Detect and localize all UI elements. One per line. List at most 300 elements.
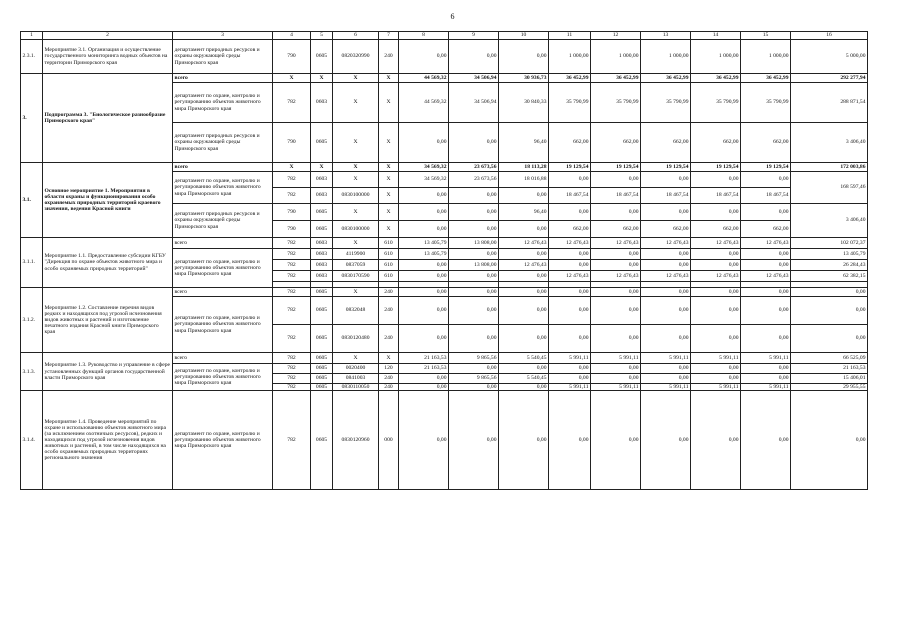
table-cell: 782 bbox=[273, 288, 311, 297]
table-cell: 3.1.3. bbox=[21, 353, 43, 391]
table-cell: X bbox=[379, 353, 399, 364]
column-header: 11 bbox=[549, 32, 591, 40]
table-cell: Мероприятие 1.2. Составление перечня видов редких и находящихся под угрозой исчезновения видов животных и растений и изготовление печатного издания Красной книги Приморского края bbox=[43, 288, 173, 353]
table-cell: 0,00 bbox=[591, 391, 641, 490]
table-cell: 0603 bbox=[311, 238, 333, 249]
table-cell: всего bbox=[173, 353, 273, 364]
table-cell: 9 865,56 bbox=[449, 353, 499, 364]
table-cell: 13 808,00 bbox=[449, 260, 499, 271]
table-cell: 0,00 bbox=[399, 260, 449, 271]
column-header: 8 bbox=[399, 32, 449, 40]
table-cell: 782 bbox=[273, 374, 311, 384]
table-cell: X bbox=[333, 353, 379, 364]
column-header: 7 bbox=[379, 32, 399, 40]
table-cell: 0605 bbox=[311, 221, 333, 238]
table-cell: всего bbox=[173, 238, 273, 249]
table-cell: департамент природных ресурсов и охраны окружающей среды Приморского края bbox=[173, 40, 273, 74]
table-cell: 0,00 bbox=[549, 325, 591, 353]
table-cell: 0,00 bbox=[691, 297, 741, 325]
table-cell: 0,00 bbox=[399, 288, 449, 297]
header-row bbox=[21, 32, 868, 40]
table-cell: 782 bbox=[273, 353, 311, 364]
table-cell: 662,00 bbox=[641, 221, 691, 238]
table-cell: департамент по охране, контролю и регулированию объектов животного мира Приморского края bbox=[173, 297, 273, 353]
column-header: 16 bbox=[791, 32, 868, 40]
table-cell: 5 991,11 bbox=[691, 384, 741, 391]
table-cell: 0,00 bbox=[741, 391, 791, 490]
table-cell: 5 991,11 bbox=[641, 353, 691, 364]
table-cell: 0,00 bbox=[499, 40, 549, 74]
table-cell: 0,00 bbox=[691, 325, 741, 353]
table-cell: 36 452,99 bbox=[641, 74, 691, 83]
table-row bbox=[21, 40, 868, 74]
table-cell: 0830120480 bbox=[333, 325, 379, 353]
table-cell: 21 163,53 bbox=[791, 364, 868, 374]
table-cell: 0605 bbox=[311, 204, 333, 221]
table-cell: Мероприятие 1.1. Предоставление субсидии КГБУ "Дирекция по охране объектов животного мира и особо охраняемых природных территорий" bbox=[43, 238, 173, 288]
table-cell: 0,00 bbox=[499, 384, 549, 391]
table-cell: 23 673,56 bbox=[449, 163, 499, 172]
table-cell: 0,00 bbox=[741, 364, 791, 374]
table-cell: 30 936,73 bbox=[499, 74, 549, 83]
table-cell: 3.1. bbox=[21, 163, 43, 238]
table-cell: 36 452,99 bbox=[591, 74, 641, 83]
table-cell: 610 bbox=[379, 249, 399, 260]
table-cell: 34 569,32 bbox=[399, 163, 449, 172]
table-cell: 292 277,94 bbox=[791, 74, 868, 83]
table-cell: X bbox=[379, 83, 399, 123]
table-row bbox=[21, 238, 868, 249]
table-cell: 0841003 bbox=[333, 374, 379, 384]
table-cell: 3.1.4. bbox=[21, 391, 43, 490]
table-cell: 288 871,54 bbox=[791, 83, 868, 123]
table-cell: 610 bbox=[379, 238, 399, 249]
table-cell: 0,00 bbox=[549, 288, 591, 297]
table-cell: 0605 bbox=[311, 391, 333, 490]
table-cell: 1 000,00 bbox=[691, 40, 741, 74]
table-cell: X bbox=[379, 123, 399, 163]
table-cell: департамент по охране, контролю и регулированию объектов животного мира Приморского края bbox=[173, 364, 273, 391]
table-cell: 120 bbox=[379, 364, 399, 374]
table-cell: департамент природных ресурсов и охраны окружающей среды Приморского края bbox=[173, 123, 273, 163]
table-cell: 36 452,99 bbox=[691, 74, 741, 83]
table-cell: 21 163,53 bbox=[399, 364, 449, 374]
table-cell: 0603 bbox=[311, 260, 333, 271]
table-cell: 0,00 bbox=[741, 297, 791, 325]
table-cell: 0830100000 bbox=[333, 221, 379, 238]
table-cell: 0,00 bbox=[499, 249, 549, 260]
table-cell: 0,00 bbox=[641, 325, 691, 353]
table-cell: 0603 bbox=[311, 83, 333, 123]
table-cell: 0,00 bbox=[791, 325, 868, 353]
column-header: 13 bbox=[641, 32, 691, 40]
table-cell: 18 016,88 bbox=[499, 172, 549, 188]
table-cell: 0,00 bbox=[549, 374, 591, 384]
table-cell: 0,00 bbox=[399, 188, 449, 204]
table-cell: 0,00 bbox=[399, 325, 449, 353]
table-cell: 0,00 bbox=[549, 391, 591, 490]
table-cell: X bbox=[379, 221, 399, 238]
table-cell: 0,00 bbox=[591, 364, 641, 374]
table-cell: 5 540,45 bbox=[499, 353, 549, 364]
table-cell: 168 597,46 bbox=[791, 172, 868, 204]
table-cell: 5 991,11 bbox=[549, 384, 591, 391]
table-cell: 1 000,00 bbox=[549, 40, 591, 74]
table-cell: Основное мероприятие 1. Мероприятия в области охраны и функционирования особо охраняемых природных территорий краевого значения, ведения Красной книги bbox=[43, 163, 173, 238]
table-cell: 0603 bbox=[311, 249, 333, 260]
table-cell: 0,00 bbox=[449, 249, 499, 260]
table-cell: 0,00 bbox=[399, 271, 449, 282]
table-cell: 26 284,43 bbox=[791, 260, 868, 271]
table-cell: 35 790,99 bbox=[741, 83, 791, 123]
table-cell: департамент природных ресурсов и охраны окружающей среды Приморского края bbox=[173, 204, 273, 238]
table-cell: 44 569,32 bbox=[399, 83, 449, 123]
table-cell: 0,00 bbox=[449, 391, 499, 490]
table-cell: департамент по охране, контролю и регулированию объектов животного мира Приморского края bbox=[173, 83, 273, 123]
table-cell: 36 452,99 bbox=[549, 74, 591, 83]
table-cell: 12 476,43 bbox=[641, 271, 691, 282]
table-cell: 0,00 bbox=[591, 172, 641, 188]
table-cell: 21 163,53 bbox=[399, 353, 449, 364]
table-cell: 5 991,11 bbox=[591, 353, 641, 364]
table-cell: 0,00 bbox=[741, 249, 791, 260]
table-cell: 172 003,86 bbox=[791, 163, 868, 172]
table-cell: 34 506,94 bbox=[449, 83, 499, 123]
table-cell: 0605 bbox=[311, 364, 333, 374]
table-cell: 0830100000 bbox=[333, 188, 379, 204]
table-cell: 12 476,43 bbox=[499, 260, 549, 271]
table-cell: 0603 bbox=[311, 172, 333, 188]
table-cell: X bbox=[273, 163, 311, 172]
table-cell: 5 991,11 bbox=[549, 353, 591, 364]
budget-table bbox=[20, 31, 868, 490]
table-cell: 23 673,56 bbox=[449, 172, 499, 188]
table-cell: 0020400 bbox=[333, 364, 379, 374]
table-cell: 18 467,54 bbox=[591, 188, 641, 204]
table-cell: 240 bbox=[379, 325, 399, 353]
table-cell: 2.3.1. bbox=[21, 40, 43, 74]
column-header: 3 bbox=[173, 32, 273, 40]
table-cell: 0,00 bbox=[591, 288, 641, 297]
table-cell: 35 790,99 bbox=[641, 83, 691, 123]
table-cell: 0605 bbox=[311, 353, 333, 364]
table-cell: 12 476,43 bbox=[691, 271, 741, 282]
table-cell: 782 bbox=[273, 325, 311, 353]
table-cell: 5 991,11 bbox=[591, 384, 641, 391]
table-cell: 0,00 bbox=[641, 374, 691, 384]
column-header: 6 bbox=[333, 32, 379, 40]
table-cell: 12 476,43 bbox=[591, 271, 641, 282]
table-cell: 0832048 bbox=[333, 297, 379, 325]
table-cell: 0,00 bbox=[741, 288, 791, 297]
table-cell: 0,00 bbox=[691, 260, 741, 271]
table-cell: X bbox=[333, 172, 379, 188]
table-cell: 18 467,54 bbox=[691, 188, 741, 204]
table-cell: X bbox=[333, 83, 379, 123]
table-cell: 66 525,09 bbox=[791, 353, 868, 364]
table-cell: 5 991,11 bbox=[691, 353, 741, 364]
table-cell: X bbox=[311, 74, 333, 83]
table-cell: 0,00 bbox=[499, 391, 549, 490]
table-cell: 0,00 bbox=[791, 288, 868, 297]
table-cell: 18 113,28 bbox=[499, 163, 549, 172]
table-cell: 0,00 bbox=[641, 391, 691, 490]
table-row bbox=[21, 353, 868, 364]
table-cell: 0,00 bbox=[499, 297, 549, 325]
table-cell: 0603 bbox=[311, 271, 333, 282]
table-cell: 0,00 bbox=[449, 221, 499, 238]
table-cell: 790 bbox=[273, 221, 311, 238]
table-cell: 19 129,54 bbox=[549, 163, 591, 172]
table-cell: всего bbox=[173, 163, 273, 172]
table-cell: 0,00 bbox=[691, 391, 741, 490]
table-cell: 5 991,11 bbox=[641, 384, 691, 391]
column-header: 9 bbox=[449, 32, 499, 40]
table-cell: 662,00 bbox=[691, 221, 741, 238]
table-cell: 0,00 bbox=[399, 297, 449, 325]
table-cell: 0,00 bbox=[741, 172, 791, 188]
table-row bbox=[21, 163, 868, 172]
table-cell: 96,40 bbox=[499, 204, 549, 221]
table-cell: 35 790,99 bbox=[549, 83, 591, 123]
table-cell: 12 476,43 bbox=[741, 238, 791, 249]
table-cell: 0605 bbox=[311, 288, 333, 297]
table-cell: 19 129,54 bbox=[641, 163, 691, 172]
table-cell: 29 955,55 bbox=[791, 384, 868, 391]
table-cell: 0837059 bbox=[333, 260, 379, 271]
table-cell: 5 540,45 bbox=[499, 374, 549, 384]
table-cell: Мероприятие 1.3. Руководство и управление в сфере установленных функций органов государственной власти Приморского края bbox=[43, 353, 173, 391]
table-cell: 0,00 bbox=[591, 374, 641, 384]
table-cell: 0,00 bbox=[449, 271, 499, 282]
table-cell: 0605 bbox=[311, 123, 333, 163]
table-cell: 0,00 bbox=[499, 221, 549, 238]
table-cell: 782 bbox=[273, 188, 311, 204]
table-cell: 782 bbox=[273, 172, 311, 188]
table-cell: 36 452,99 bbox=[741, 74, 791, 83]
table-cell: 782 bbox=[273, 364, 311, 374]
table-cell: 12 476,43 bbox=[549, 271, 591, 282]
table-cell: 0,00 bbox=[691, 364, 741, 374]
table-cell: 662,00 bbox=[741, 123, 791, 163]
table-cell: 0,00 bbox=[691, 172, 741, 188]
column-header: 10 bbox=[499, 32, 549, 40]
table-cell: 3. bbox=[21, 74, 43, 163]
table-cell: X bbox=[333, 163, 379, 172]
table-cell: 0,00 bbox=[449, 325, 499, 353]
table-cell: 19 129,54 bbox=[591, 163, 641, 172]
table-body bbox=[21, 32, 868, 490]
table-cell: 34 506,94 bbox=[449, 74, 499, 83]
table-cell: всего bbox=[173, 288, 273, 297]
table-cell: 0,00 bbox=[549, 172, 591, 188]
table-cell: 790 bbox=[273, 204, 311, 221]
table-cell: X bbox=[379, 172, 399, 188]
table-cell: 0,00 bbox=[449, 188, 499, 204]
table-cell: X bbox=[379, 204, 399, 221]
table-cell: 790 bbox=[273, 123, 311, 163]
table-cell: 13 808,00 bbox=[449, 238, 499, 249]
table-cell: 0605 bbox=[311, 40, 333, 74]
table-cell: 1 000,00 bbox=[741, 40, 791, 74]
table-cell: Подпрограмма 3. "Биологическое разнообразие Приморского края" bbox=[43, 74, 173, 163]
table-cell: 96,40 bbox=[499, 123, 549, 163]
table-cell: X bbox=[379, 163, 399, 172]
table-cell: 782 bbox=[273, 249, 311, 260]
table-cell: 0,00 bbox=[591, 249, 641, 260]
table-cell: 0,00 bbox=[449, 40, 499, 74]
table-cell: 0,00 bbox=[449, 288, 499, 297]
table-cell: 3 406,40 bbox=[791, 204, 868, 238]
table-cell: 0,00 bbox=[449, 204, 499, 221]
table-cell: 782 bbox=[273, 260, 311, 271]
table-cell: 0,00 bbox=[741, 204, 791, 221]
table-cell: 782 bbox=[273, 384, 311, 391]
table-cell: 0,00 bbox=[549, 260, 591, 271]
table-cell: X bbox=[379, 188, 399, 204]
table-cell: 0,00 bbox=[641, 260, 691, 271]
table-cell: 18 467,54 bbox=[741, 188, 791, 204]
table-cell: 18 467,54 bbox=[641, 188, 691, 204]
page-number: 6 bbox=[450, 12, 455, 21]
table-cell: 19 129,54 bbox=[741, 163, 791, 172]
table-cell: 0,00 bbox=[499, 288, 549, 297]
table-cell: 0,00 bbox=[791, 391, 868, 490]
table-cell: 662,00 bbox=[641, 123, 691, 163]
table-cell: 3.1.2. bbox=[21, 288, 43, 353]
table-cell: 0603 bbox=[311, 188, 333, 204]
table-cell: 0605 bbox=[311, 374, 333, 384]
table-cell: 5 991,11 bbox=[741, 353, 791, 364]
column-header: 1 bbox=[21, 32, 43, 40]
table-cell: 1 000,00 bbox=[641, 40, 691, 74]
table-cell: 0,00 bbox=[691, 374, 741, 384]
table-cell: 0,00 bbox=[791, 297, 868, 325]
table-cell: 0,00 bbox=[399, 221, 449, 238]
table-cell: 19 129,54 bbox=[691, 163, 741, 172]
table-cell: 0,00 bbox=[399, 204, 449, 221]
table-cell: 0,00 bbox=[399, 384, 449, 391]
table-cell: 0,00 bbox=[641, 297, 691, 325]
table-cell: X bbox=[311, 163, 333, 172]
table-cell: 3 406,40 bbox=[791, 123, 868, 163]
table-cell: 13 405,79 bbox=[399, 238, 449, 249]
table-cell: X bbox=[379, 74, 399, 83]
table-cell: 62 382,15 bbox=[791, 271, 868, 282]
table-cell: 0,00 bbox=[399, 374, 449, 384]
table-cell: 0,00 bbox=[691, 288, 741, 297]
table-cell: 0,00 bbox=[499, 271, 549, 282]
table-cell: X bbox=[273, 74, 311, 83]
table-cell: 9 865,56 bbox=[449, 374, 499, 384]
table-cell: 0,00 bbox=[549, 297, 591, 325]
column-header: 14 bbox=[691, 32, 741, 40]
table-cell: 240 bbox=[379, 40, 399, 74]
table-cell: 0,00 bbox=[449, 364, 499, 374]
table-cell: 12 476,43 bbox=[549, 238, 591, 249]
table-cell: 0,00 bbox=[499, 364, 549, 374]
column-header: 4 bbox=[273, 32, 311, 40]
table-cell: 240 bbox=[379, 374, 399, 384]
table-cell: 0605 bbox=[311, 325, 333, 353]
table-cell: 35 790,99 bbox=[591, 83, 641, 123]
table-cell: 240 bbox=[379, 384, 399, 391]
table-cell: 0,00 bbox=[691, 204, 741, 221]
table-cell: 12 476,43 bbox=[591, 238, 641, 249]
table-cell: 0,00 bbox=[449, 384, 499, 391]
table-cell: 12 476,43 bbox=[741, 271, 791, 282]
table-cell: 12 476,43 bbox=[499, 238, 549, 249]
table-cell: Мероприятие 1.4. Проведение мероприятий по охране и использованию объектов животного мира (за исключением охотничьих ресурсов), редких и находящихся под угрозой исчезновения видов животных и растений, в том числе находящихся на особо охраняемых природных территориях регионального значения bbox=[43, 391, 173, 490]
table-cell: X bbox=[333, 74, 379, 83]
table-cell: 610 bbox=[379, 260, 399, 271]
table-cell: 0,00 bbox=[591, 260, 641, 271]
column-header: 12 bbox=[591, 32, 641, 40]
table-cell: 44 569,32 bbox=[399, 74, 449, 83]
table-cell: 782 bbox=[273, 271, 311, 282]
table-row bbox=[21, 288, 868, 297]
table-cell: 0,00 bbox=[741, 260, 791, 271]
column-header: 2 bbox=[43, 32, 173, 40]
table-cell: 0,00 bbox=[499, 325, 549, 353]
table-cell: 0,00 bbox=[641, 364, 691, 374]
table-cell: 662,00 bbox=[549, 123, 591, 163]
table-cell: X bbox=[333, 238, 379, 249]
table-cell: всего bbox=[173, 74, 273, 83]
table-cell: 13 405,79 bbox=[791, 249, 868, 260]
column-header: 5 bbox=[311, 32, 333, 40]
table-cell: 0,00 bbox=[591, 297, 641, 325]
table-cell: 0,00 bbox=[549, 249, 591, 260]
table-cell: 0,00 bbox=[399, 391, 449, 490]
table-cell: 662,00 bbox=[549, 221, 591, 238]
table-cell: 0830120960 bbox=[333, 391, 379, 490]
table-cell: 0,00 bbox=[399, 123, 449, 163]
table-cell: 662,00 bbox=[591, 221, 641, 238]
table-cell: 0830110050 bbox=[333, 384, 379, 391]
table-cell: 0,00 bbox=[641, 172, 691, 188]
table-cell: 0,00 bbox=[641, 204, 691, 221]
table-cell: 000 bbox=[379, 391, 399, 490]
table-row bbox=[21, 74, 868, 83]
table-cell: 0,00 bbox=[549, 204, 591, 221]
table-cell: 662,00 bbox=[741, 221, 791, 238]
table-cell: 790 bbox=[273, 40, 311, 74]
table-cell: 782 bbox=[273, 297, 311, 325]
table-cell: 0,00 bbox=[449, 297, 499, 325]
table-cell: департамент по охране, контролю и регулированию объектов животного мира Приморского края bbox=[173, 249, 273, 288]
table-cell: 1 000,00 bbox=[591, 40, 641, 74]
table-cell: 3.1.1. bbox=[21, 238, 43, 288]
table-cell: 30 840,33 bbox=[499, 83, 549, 123]
table-cell: Мероприятие 3.1. Организация и осуществление государственного мониторинга водных объектов на территории Приморского края bbox=[43, 40, 173, 74]
table-cell: X bbox=[333, 123, 379, 163]
table-cell: 782 bbox=[273, 238, 311, 249]
table-cell: 0605 bbox=[311, 297, 333, 325]
table-cell: 5 000,00 bbox=[791, 40, 868, 74]
table-cell: 782 bbox=[273, 391, 311, 490]
table-cell: 0,00 bbox=[591, 204, 641, 221]
table-cell: 782 bbox=[273, 83, 311, 123]
table-cell: 12 476,43 bbox=[691, 238, 741, 249]
table-cell: 240 bbox=[379, 297, 399, 325]
table-cell: 0,00 bbox=[399, 40, 449, 74]
table-cell: 0,00 bbox=[641, 288, 691, 297]
table-cell: 102 072,37 bbox=[791, 238, 868, 249]
column-header: 15 bbox=[741, 32, 791, 40]
table-cell: 35 790,99 bbox=[691, 83, 741, 123]
table-cell: 662,00 bbox=[691, 123, 741, 163]
